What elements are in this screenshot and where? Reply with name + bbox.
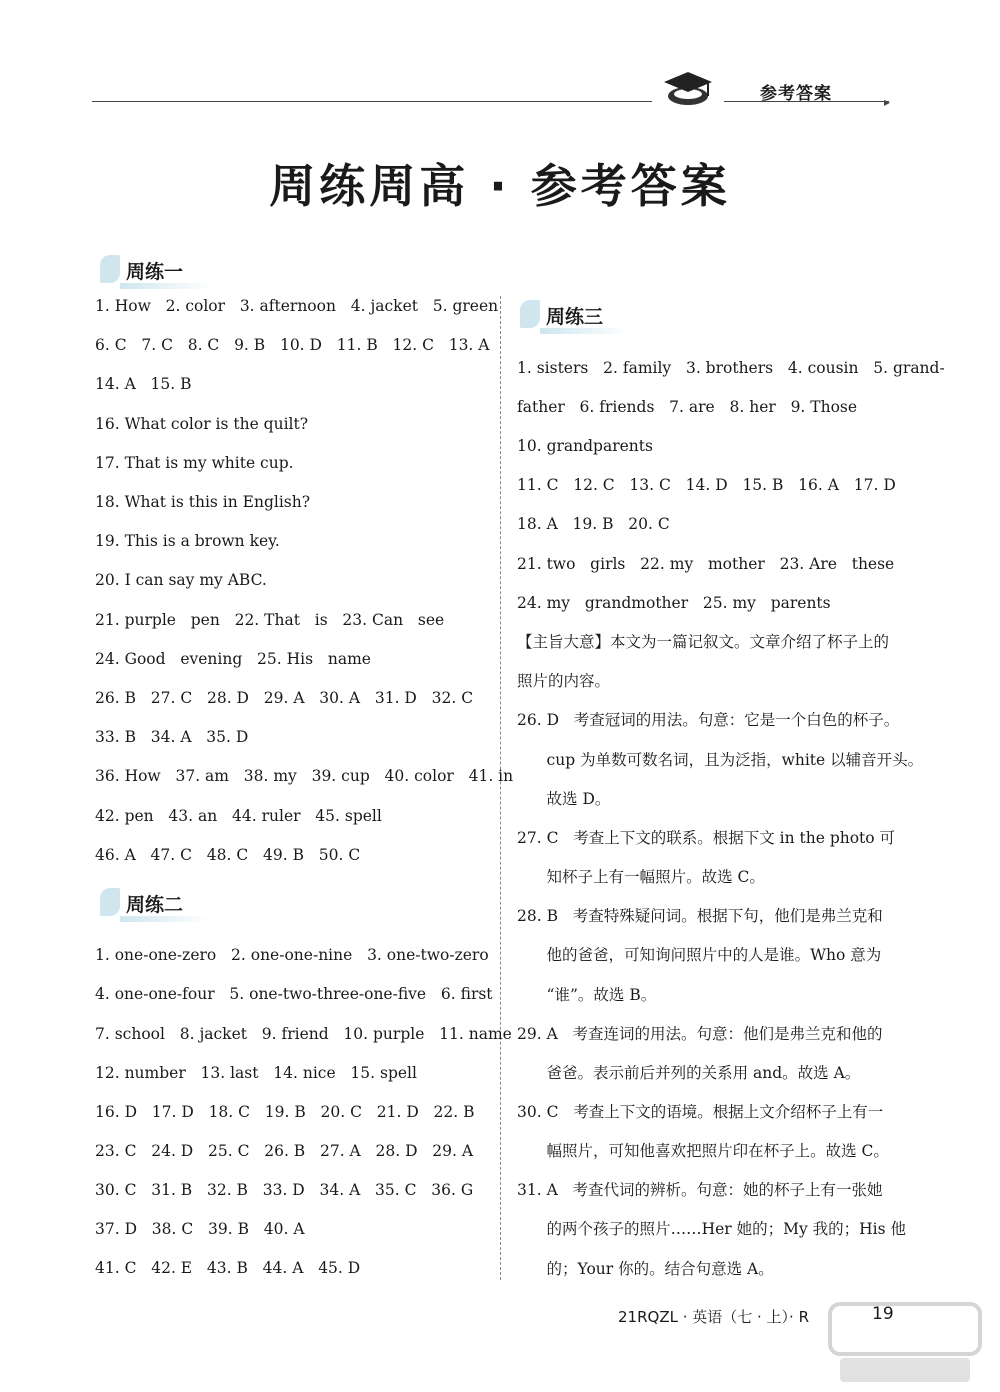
header-rule-left <box>92 101 652 102</box>
answer-line: 14. A 15. B <box>95 375 192 393</box>
answer-line: 16. D 17. D 18. C 19. B 20. C 21. D 22. B <box>95 1103 475 1121</box>
answer-line: 30. C 31. B 32. B 33. D 34. A 35. C 36. G <box>95 1181 474 1199</box>
answer-line: 11. C 12. C 13. C 14. D 15. B 16. A 17. D <box>517 476 896 494</box>
answer-line: 21. two girls 22. my mother 23. Are these <box>517 555 895 573</box>
page-title: 周练周高 · 参考答案 <box>269 159 731 213</box>
answer-line: 26. B 27. C 28. D 29. A 30. A 31. D 32. C <box>95 689 474 707</box>
answer-line: 18. A 19. B 20. C <box>517 515 670 533</box>
explanation-line: 26. D 考查冠词的用法。句意：它是一个白色的杯子。 <box>517 711 900 729</box>
answer-line: 18. What is this in English? <box>95 493 311 511</box>
leaf-icon <box>100 255 120 283</box>
answer-line: 20. I can say my ABC. <box>95 571 267 589</box>
answer-line: 46. A 47. C 48. C 49. B 50. C <box>95 846 361 864</box>
explanation-line: 幅照片，可知他喜欢把照片印在杯子上。故选 C。 <box>517 1142 889 1160</box>
header-label: 参考答案 <box>760 84 832 104</box>
watermark-logo <box>820 1296 990 1386</box>
leaf-icon <box>520 300 540 328</box>
answer-line: 12. number 13. last 14. nice 15. spell <box>95 1064 417 1082</box>
answer-line: 6. C 7. C 8. C 9. B 10. D 11. B 12. C 13. A <box>95 336 490 354</box>
answer-line: 1. sisters 2. family 3. brothers 4. cousin 5. grand- <box>517 359 945 377</box>
answer-line: 1. How 2. color 3. afternoon 4. jacket 5. green <box>95 297 499 315</box>
answer-line: 4. one-one-four 5. one-two-three-one-five 6. first <box>95 985 493 1003</box>
answer-line: father 6. friends 7. are 8. her 9. Those <box>517 398 858 416</box>
answer-line: 1. one-one-zero 2. one-one-nine 3. one-two-zero <box>95 946 489 964</box>
footer-code: 21RQZL · 英语（七 · 上）· R <box>618 1308 810 1326</box>
answer-line: 19. This is a brown key. <box>95 532 280 550</box>
answer-line: 37. D 38. C 39. B 40. A <box>95 1220 305 1238</box>
answer-line: 42. pen 43. an 44. ruler 45. spell <box>95 807 382 825</box>
explanation-line: 30. C 考查上下文的语境。根据上文介绍杯子上有一 <box>517 1103 884 1121</box>
explanation-line: 31. A 考查代词的辨析。句意：她的杯子上有一张她 <box>517 1181 883 1199</box>
explanation-line: 27. C 考查上下文的联系。根据下文 in the photo 可 <box>517 829 896 847</box>
explanation-line: 照片的内容。 <box>517 672 611 690</box>
explanation-line: 爸爸。表示前后并列的关系用 and。故选 A。 <box>517 1064 861 1082</box>
header-rule-right <box>724 101 889 102</box>
explanation-line: 29. A 考查连词的用法。句意：他们是弗兰克和他的 <box>517 1025 883 1043</box>
arrow-right-icon: ▸ <box>884 95 891 109</box>
explanation-line: 的；Your 你的。结合句意选 A。 <box>517 1260 774 1278</box>
answer-line: 10. grandparents <box>517 437 653 455</box>
explanation-line: 【主旨大意】本文为一篇记叙文。文章介绍了杯子上的 <box>517 633 890 651</box>
column-divider <box>500 296 501 1280</box>
explanation-line: 知杯子上有一幅照片。故选 C。 <box>517 868 765 886</box>
answer-line: 21. purple pen 22. That is 23. Can see <box>95 611 445 629</box>
explanation-line: 故选 D。 <box>517 790 611 808</box>
answer-line: 16. What color is the quilt? <box>95 415 309 433</box>
explanation-line: 的两个孩子的照片……Her 她的；My 我的；His 他 <box>517 1220 906 1238</box>
explanation-line: 28. B 考查特殊疑问词。根据下句，他们是弗兰克和 <box>517 907 883 925</box>
leaf-icon <box>100 888 120 916</box>
explanation-line: cup 为单数可数名词，且为泛指，white 以辅音开头。 <box>517 751 924 769</box>
answer-line: 17. That is my white cup. <box>95 454 294 472</box>
answer-line: 41. C 42. E 43. B 44. A 45. D <box>95 1259 361 1277</box>
answer-line: 36. How 37. am 38. my 39. cup 40. color 41. in <box>95 767 514 785</box>
explanation-line: 他的爸爸，可知询问照片中的人是谁。Who 意为 <box>517 946 882 964</box>
answer-line: 33. B 34. A 35. D <box>95 728 249 746</box>
page-number: 19 <box>872 1304 894 1324</box>
explanation-line: “谁”。故选 B。 <box>517 986 657 1004</box>
answer-line: 24. Good evening 25. His name <box>95 650 371 668</box>
answer-line: 7. school 8. jacket 9. friend 10. purple 11. name <box>95 1025 512 1043</box>
answer-line: 24. my grandmother 25. my parents <box>517 594 831 612</box>
answer-line: 23. C 24. D 25. C 26. B 27. A 28. D 29. A <box>95 1142 474 1160</box>
graduation-cap-icon <box>660 66 716 108</box>
